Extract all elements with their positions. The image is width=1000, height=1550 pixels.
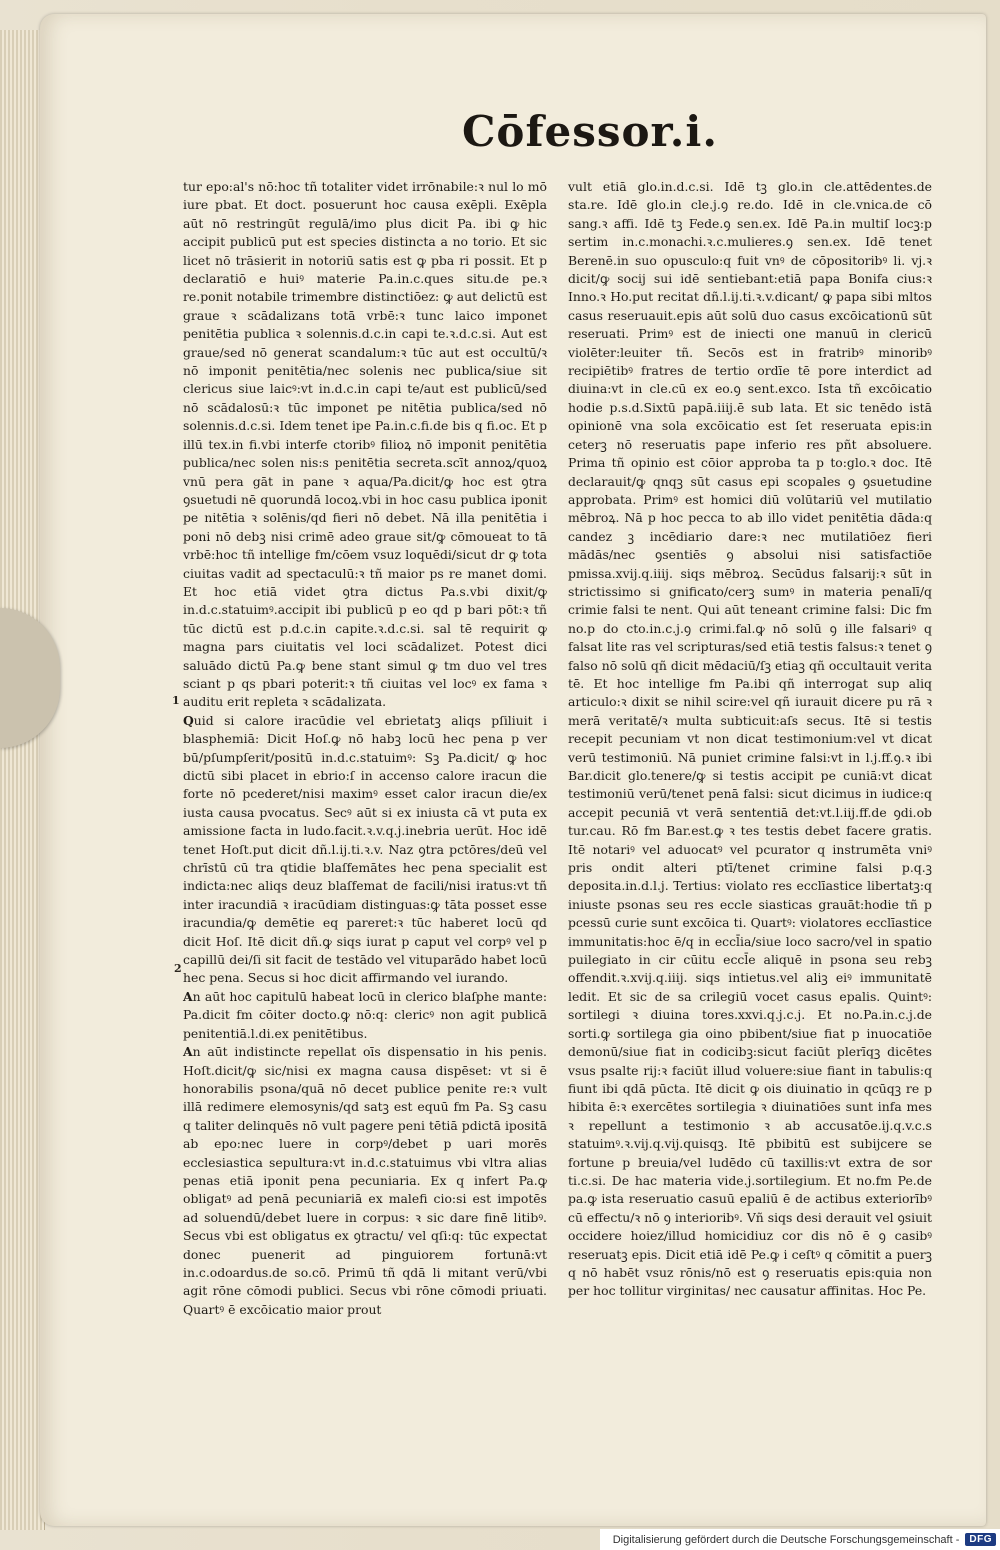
- right-text-column: [568, 178, 932, 1299]
- left-text-column: [183, 178, 547, 1317]
- left-paragraph-2: Quid si calore iracūdie vel ebrietatꝫ aliqs pſiliuit i blasphemiā: Dicit Hoſ.ꝙ nō habꝫ locū hec pena p ver bū/pſumpſerit/positū in.d.c.statuimꝰ: Sꝫ Pa.dicit/ ꝙ hoc dictū sibi placet in ebrio:ſ in accenso calore iracun die forte nō pcederet/nisi maximꝰ esset calor iracun die/ex iusta causa pvocatus. Secꝰ aūt si ex iniusta cā vt puta ex amissione facta in ludo.facit.ꝛ.v.q.j.inebria uerūt. Hoc idē tenet Hoſt.put dicit dñ.l.ij.ti.ꝛ.v. Naz ꝯtra pctōres/deū vel chrīstū cū tra qtidie blaſfemātes hec pena specialit est indicta:nec aliqs deuz blaſfemat de facili/nisi iratus:vt tñ inter iracundiā ꝛ iracūdiam distinguas:ꝙ tāta posset esse iracundia/ꝙ demētie eq pareret:ꝛ tūc haberet locū qd dicit Hoſ. Itē dicit dñ.ꝙ siqs iurat p caput vel corpꝰ vel p capillū dei/ſi sit facit de testādo vel vituparādo habet locū hec pena. Secus si hoc dicit affirmando vel iurando.: [183, 712, 547, 986]
- page-edges: [0, 30, 45, 1530]
- running-head: Cōfessor.i.: [462, 107, 719, 156]
- digitization-footer: [600, 1529, 1000, 1550]
- left-paragraph-1: tur epo:al's nō:hoc tñ totaliter videt irrōnabile:ꝛ nul lo mō iure pbat. Et doct. posuerunt hoc causa exēpli. Exēpla aūt nō restringūt regulā/imo plus dicit Pa. ibi ꝙ hic accipit publicū put est species distincta a no torio. Et sic licet nō trāsierit in notoriū satis est ꝙ pba ri possit. Et p declaratiō e huiꝰ materie Pa.in.c.ques situ.de pe.ꝛ re.ponit notabile trimembre distinctiōez: ꝙ aut delictū est graue ꝛ scādalizans totā vrbē:ꝛ tunc laico imponet penitētia publica ꝛ solennis.d.c.in capi te.ꝛ.d.c.si. Aut est graue/sed nō generat scandalum:ꝛ tūc aut est occultū/ꝛ nō imponit penitētia/nec solenis nec publica/siue sit clericus siue laicꝰ:vt in.d.c.in capi te/aut est publicū/sed nō scādalosū:ꝛ tūc imponet pe nitētia publica/sed nō solennis.d.c.si. Idem tenet ipe Pa.in.c.fi.de bis q fi.oc. Et p illū tex.in fi.vbi interfe ctoribꝰ filioꝝ nō imponit penitētia publica/nec solen nis:s penitētia secreta.scīt annoꝝ/quoꝝ vnū pera gāt in pane ꝛ aqua/Pa.dicit/ꝙ hoc est ꝯtra ꝯsuetudi nē quorundā locoꝝ.vbi in hoc casu publica iponit pe nitētia ꝛ solēnis/qd fieri nō debet. Nā illa penitētia i poni nō debꝫ nisi crimē adeo graue sit/ꝙ cōmoueat to tā vrbē:hoc tñ intellige fm/cōem vsuz loquēdi/sicut dr ꝙ tota ciuitas vadit ad spectaculū:ꝛ tñ maior ps re manet domi. Et hoc etiā videt ꝯtra dictus Pa.s.vbi dixit/ꝙ in.d.c.statuimꝰ.accipit ibi publicū p eo qd p bari pōt:ꝛ tñ tūc dictū est p.d.c.in capite.ꝛ.d.c.si. sal tē requirit ꝙ magna pars ciuitatis vel loci scādalizet. Potest dici saluādo dictū Pa.ꝙ bene stant simul ꝙ tm duo vel tres sciant p qs pbari poterit:ꝛ tñ ciuitas vel locꝰ ex fama ꝛ auditu erit repleta ꝛ scādalizata.: [183, 179, 547, 710]
- marginal-number-1: 1: [172, 694, 180, 707]
- footer-credit-text: Digitalisierung gefördert durch die Deutsche Forschungsgemeinschaft -: [612, 1533, 960, 1546]
- dfg-logo-icon: DFG: [965, 1533, 996, 1546]
- left-paragraph-3: An aūt hoc capitulū habeat locū in clerico blaſphe mante: Pa.dicit fm cōiter docto.ꝙ nō:q: clericꝰ non agit publicā penitentiā.l.di.ex penitētibus.: [183, 988, 547, 1041]
- left-paragraph-4: An aūt indistincte repellat oīs dispensatio in his penis. Hoſt.dicit/ꝙ sic/nisi ex magna causa dispēset: vt si ē honorabilis psona/quā nō decet publice penite re:ꝛ vult illā redimere elemosynis/qd satꝫ est equū fm Pa. Sꝫ casu q taliter delinquēs nō vult pagere peni tētiā pdictā ipositā ab epo:nec luere in corpꝰ/debet p uari morēs ecclesiastica sepultura:vt in.d.c.statuimus vbi vltra alias penas etiā iponit pena pecuniaria. Ex q infert Pa.ꝙ obligatꝰ ad penā pecuniariā ex malefi cio:si est impotēs ad soluendū/debet luere in corpus: ꝛ sic dare finē litibꝰ. Secus vbi est obligatus ex ꝯtractu/ vel qſi:q: tūc expectat donec puenerit ad pinguiorem fortunā:vt in.c.odoardus.de so.cō. Primū tñ qdā li mitant verū/vbi agit rōne cōmodi publici. Secus vbi rōne cōmodi priuati. Quartꝰ ē excōicatio maior prout: [183, 1044, 547, 1317]
- marginal-number-2: 2: [174, 962, 182, 975]
- right-paragraph-1: vult etiā glo.in.d.c.si. Idē tꝫ glo.in cle.attēdentes.de sta.re. Idē glo.in cle.j.ꝯ re.do. Idē in cle.vnica.de cō sang.ꝛ affi. Idē tꝫ Fede.ꝯ sen.ex. Idē Pa.in multiſ locꝫ:p sertim in.c.monachi.ꝛ.c.mulieres.ꝯ sen.ex. Idē tenet Berenē.in suo opusculo:q fuit vnꝰ de cōpositoribꝰ li. vj.ꝛ dicit/ꝙ socij sui idē sentiebant:etiā papa Bonifa cius:ꝛ Inno.ꝛ Ho.put recitat dñ.l.ij.ti.ꝛ.v.dicant/ ꝙ papa sibi mltos casus reseruauit.epis aūt solū duo casus excōicationū sūt reseruati. Primꝰ est de iniecti one manuū in clericū violēter:leuiter tñ. Secōs est in fratribꝰ minoribꝰ recipiētibꝰ fratres de tertio ordīe tē pore interdict ad diuina:vt in cle.cū ex eo.ꝯ sent.exco. Ista tñ excōicatio hodie p.s.d.Sixtū papā.iiij.ē sub lata. Et sic tenēdo istā opinionē vna sola excōicatio est ſet reseruata epis:in ceterꝫ nō reseruatis pape inferio res pñt absoluere. Prima tñ opinio est cōior approba ta p to:glo.ꝛ doc. Itē declarauit/ꝙ qnqꝫ sūt casus epi scopales ꝯ ꝯsuetudine approbata. Primꝰ est homici diū volūtariū vel mutilatio mēbroꝝ. Nā p hoc pecca to ab illo videt penitētia dāda:q candez ꝫ incēdiario dare:ꝛ nec mutilatiōez fieri mādās/nec ꝯsentiēs ꝯ absolui nisi satisfactiōe pmissa.xvij.q.iiij. siqs mēbroꝝ. Secūdus falsarij:ꝛ sūt in strictissimo si gnificato/cerꝫ sumꝰ in materia penalī/q crimie falsi te nent. Qui aūt teneant crimine falsi: Dic fm no.p do cto.in.c.j.ꝯ crimi.fal.ꝙ nō solū ꝯ ille falsariꝰ q falsat lite ras vel scripturas/sed etiā testis falsus:ꝛ tenet ꝯ falso nō solū qñ dicit mēdaciū/ſꝫ etiaꝫ qñ occultauit verita tē. Et hoc intellige fm Pa.ibi qñ interrogat sup aliq articulo:ꝛ dixit se nihil scire:vel qñ iurauit dicere pu rā ꝛ merā veritatē/ꝛ multa subticuit:aſs secus. Itē si testis recepit pecuniam vt non dicat testimonium:vel vt dicat verū testimoniū. Nā puniet crimine falsi:vt in l.j.ff.ꝯ.ꝛ ibi Bar.dicit glo.tenere/ꝙ si testis accipit pe cuniā:vt dicat testimoniū verū/tenet penā falsi: sicut dicimus in iudice:q accepit pecuniā vt verā sententiā det:vt.l.iij.ff.de ꝯdi.ob tur.cau. Rō fm Bar.est.ꝙ ꝛ tes testis debet facere gratis. Itē notariꝰ vel aduocatꝰ vel pcurator q instrumēta vniꝰ pris ondit alteri ptī/tenet crimine falsi p.q.ꝫ deposita.in.d.l.j. Tertius: violato res ecclīastice libertatꝫ:q iniuste psonas seu res eccle siasticas grauāt:hodie tñ p pcessū curie sunt excōica ti. Quartꝰ: violatores ecclīastice immunitatis:hoc ē/q in eccl̄ia/siue loco sacro/vel in spatio puilegiato in cir cūitu eccl̄e aliquē in psona seu rebꝫ offendit.ꝛ.xvij.q.iiij. siqs intietus.vel aliꝫ eiꝰ immunitatē ledit. Et sic de sa crilegiū vocet casus epalis. Quintꝰ: sortilegi ꝛ diuina tores.xxvi.q.j.c.j. Et no.Pa.in.c.j.de sorti.ꝙ sortilega gia oino pbibent/siue fiat p inuocatiōe demonū/siue fiat in codicibꝫ:sicut faciūt plerīqꝫ dicētes vsus psalte rij:ꝛ faciūt illud voluere:siue fiant in tabulis:q fiunt ibi qdā pūcta. Itē dicit ꝙ ois diuinatio in qcūqꝫ re p hibita ē:ꝛ exercētes sortilegia ꝛ diuinatiōes sunt infa mes ꝛ repellunt a testimonio ꝛ ab accusatōe.ij.q.v.c.s statuimꝰ.ꝛ.vij.q.vij.quisqꝫ. Itē pbibitū est subijcere se fortune p breuia/vel ludēdo cū taxillis:vt extra de sor ti.c.si. De hac materia vide.j.sortilegium. Et no.fm Pe.de pa.ꝙ ista reseruatio casuū epaliū ē de actibus exteriorībꝰ cū effectu/ꝛ nō ꝯ interioribꝰ. Vñ siqs desi derauit vel ꝯsiuit occidere hoiez/illud homicidiuz cor dis nō ē ꝯ casibꝰ reseruatꝫ epis. Dicit etiā idē Pe.ꝙ i ceſtꝰ q cōmitit a puerꝫ q nō habēt vsuz rōnis/nō est ꝯ reseruatis epis:quia non per hoc tollitur virginitas/ nec causatur affinitas. Hoc Pe.: [568, 179, 932, 1299]
